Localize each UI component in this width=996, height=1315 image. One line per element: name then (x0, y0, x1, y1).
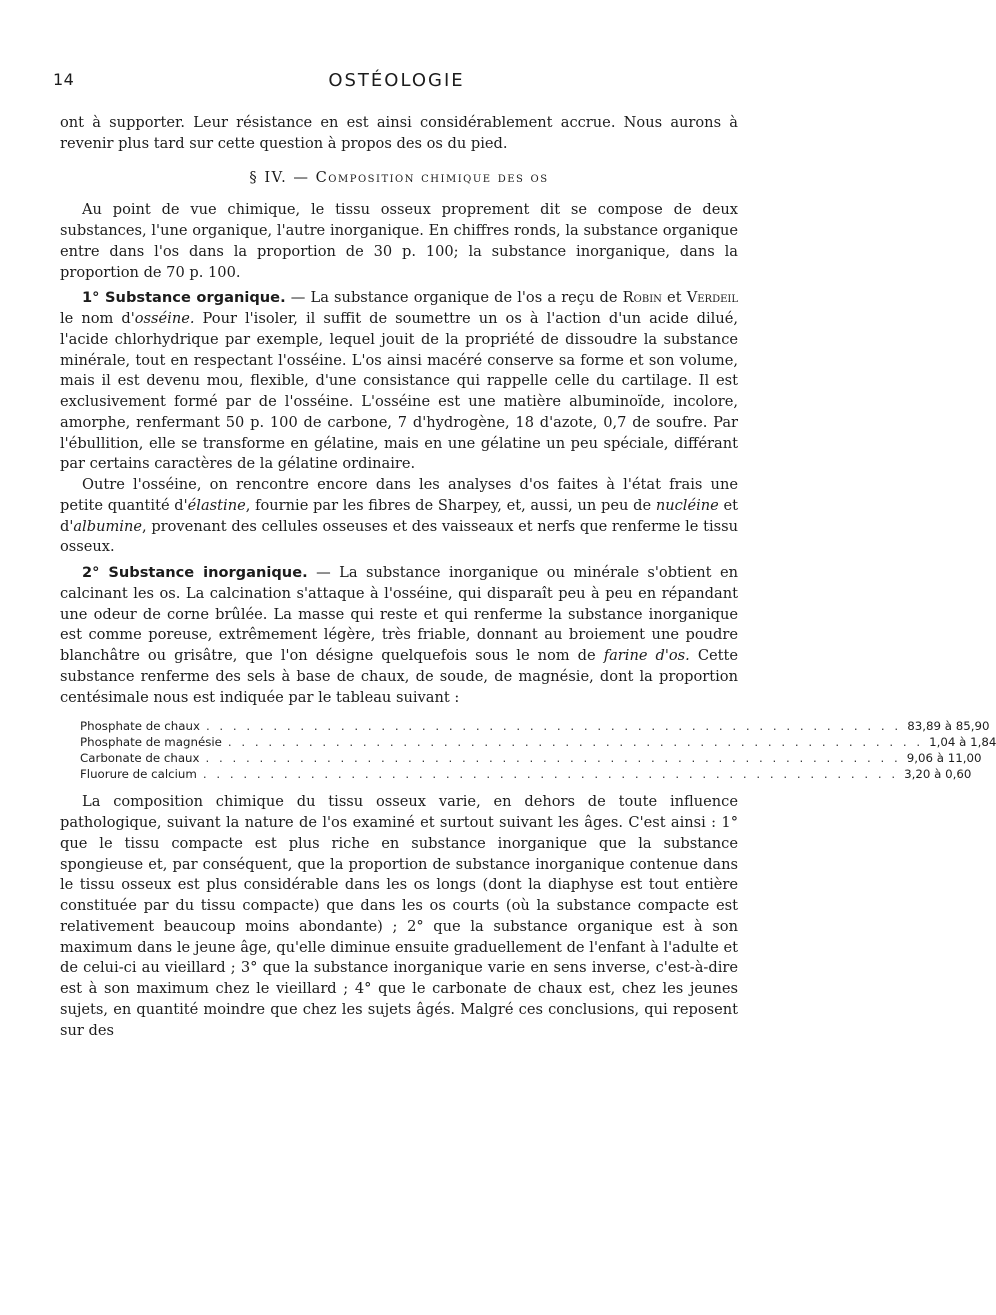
term-farine-dos: farine d'os. (603, 647, 690, 664)
table-row-label: Fluorure de calcium (80, 767, 197, 782)
inorganic-heading: 2° Substance inorganique. (82, 564, 308, 581)
table-row-value: 9,06 à 11,00 (906, 751, 982, 766)
section-number: § IV. (249, 168, 288, 186)
table-row-label: Carbonate de chaux (80, 751, 200, 766)
table-row-label: Phosphate de chaux (80, 719, 200, 734)
paragraph-inorganic: 2° Substance inorganique. — La substance inorganique ou minérale s'obtient en calcinant les os. La calcination s'attaque à l'osséine, qui disparaît peu à peu en répandant une odeur de corne brûlée. La masse qui reste et qui renferme la substance inorganique est comme poreuse, extrêmement légère, très friable, donnant au broiement une poudre blanchâtre ou grisâtre, que l'on désigne quelquefois sous le nom de farine d'os. Cette substance renferme des sels à base de chaux, de soude, de magnésie, dont la proportion centésimale nous est indiquée par le tableau suivant : (60, 564, 738, 706)
section-title-text: Composition chimique des os (315, 168, 549, 186)
table-row (80, 718, 990, 734)
paragraph-elastine: Outre l'osséine, on rencontre encore dans les analyses d'os faites à l'état frais une petite quantité d'élastine, fournie par les fibres de Sharpey, et, aussi, un peu de nucléine et d'albumine, provenant des cellules osseuses et des vaisseaux et nerfs que renferme le tissu osseux. (60, 476, 739, 556)
term-osseine: osséine. (134, 310, 195, 327)
author-verdeil: Verdeil (686, 289, 738, 307)
leader-dots: . . . . . . . . . . . . . . . . . . . . . . . . . . . . . . . . . . . . . . . . . . . . . . . . . . . . (227, 735, 924, 750)
composition-table (80, 718, 996, 782)
page-header (53, 70, 740, 100)
page-number: 14 (53, 70, 75, 89)
table-row-value: 3,20 à 0,60 (904, 767, 972, 782)
organic-heading: 1° Substance organique. (82, 289, 286, 307)
table-row-value: 1,04 à 1,84 (929, 735, 996, 750)
intro-paragraph: ont à supporter. Leur résistance en est ainsi considérablement accrue. Nous aurons à revenir plus tard sur cette question à propos des os du pied. (60, 114, 738, 152)
running-head: OSTÉOLOGIE (328, 70, 465, 91)
leader-dots: . . . . . . . . . . . . . . . . . . . . . . . . . . . . . . . . . . . . . . . . . . . . . . . . . . . . (205, 751, 901, 766)
table-row-label: Phosphate de magnésie (80, 735, 222, 750)
table-row-value: 83,89 à 85,90 (907, 719, 990, 734)
paragraph-composition: Au point de vue chimique, le tissu osseux proprement dit se compose de deux substances, l'une organique, l'autre inorganique. En chiffres ronds, la substance organique entre dans l'os dans la proportion de 30 p. 100; la substance inorganique, dans la proportion de 70 p. 100. (60, 201, 738, 281)
table-row (80, 734, 996, 750)
paragraph-variation: La composition chimique du tissu osseux varie, en dehors de toute influence pathologique, suivant la nature de l'os examiné et surtout suivant les âges. C'est ainsi : 1° que le tissu compacte est plus riche en substance inorganique que la substance spongieuse et, par conséquent, que la proportion de substance inorganique contenue dans le tissu osseux est plus considérable dans les os longs (dont la diaphyse est tout entière constituée par du tissu compacte) que dans les os courts (où la substance compacte est relativement beaucoup moins abondante) ; 2° que la substance organique est à son maximum dans le jeune âge, qu'elle diminue ensuite graduellement de l'enfant à l'adulte et de celui-ci au vieillard ; 3° que la substance inorganique varie en sens inverse, c'est-à-dire est à son maximum chez le vieillard ; 4° que le carbonate de chaux est, chez les jeunes sujets, en quantité moindre que chez les sujets âgés. Malgré ces conclusions, qui reposent sur des (60, 793, 738, 1039)
leader-dots: . . . . . . . . . . . . . . . . . . . . . . . . . . . . . . . . . . . . . . . . . . . . . . . . . . . . (202, 767, 899, 782)
leader-dots: . . . . . . . . . . . . . . . . . . . . . . . . . . . . . . . . . . . . . . . . . . . . . . . . . . . . (205, 719, 902, 734)
section-title (60, 168, 738, 189)
page-body (60, 113, 996, 1041)
table-row (80, 766, 972, 782)
table-row (80, 750, 982, 766)
term-albumine: albumine (73, 517, 143, 535)
paragraph-organic: 1° Substance organique. — La substance organique de l'os a reçu de Robin et Verdeil le nom d'osséine. Pour l'isoler, il suffit de soumettre un os à l'action d'un acide dilué, l'acide chlorhydrique par exemple, lequel jouit de la propriété de dissoudre la substance minérale, tout en respectant l'osséine. L'os ainsi macéré conserve sa forme et son volume, mais il est devenu mou, flexible, d'une consistance qui rappelle celle du cartilage. Il est exclusivement formé par de l'osséine. L'osséine est une matière albuminoïde, incolore, amorphe, renfermant 50 p. 100 de carbone, 7 d'hydrogène, 18 d'azote, 0,7 de soufre. Par l'ébullition, elle se transforme en gélatine, mais en une gélatine un peu spéciale, différant par certains caractères de la gélatine ordinaire. (60, 289, 738, 473)
term-nucleine: nucléine (655, 496, 719, 514)
term-elastine: élastine (187, 496, 246, 514)
author-robin: Robin (622, 289, 662, 307)
section-dash: — (293, 168, 310, 186)
